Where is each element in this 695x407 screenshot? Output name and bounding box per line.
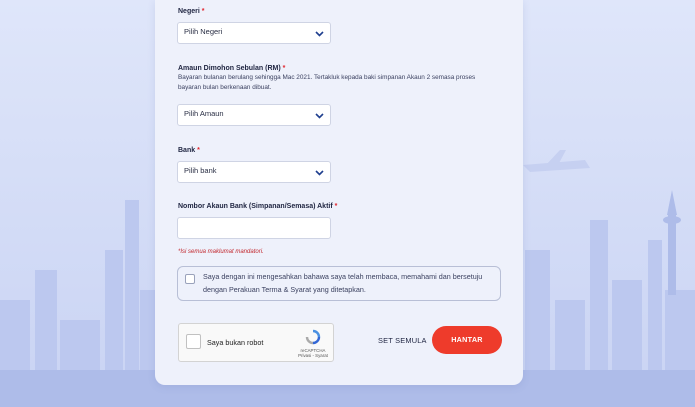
state-label: Negeri *: [178, 8, 205, 15]
amount-label: Amaun Dimohon Sebulan (RM) *: [178, 65, 286, 72]
terms-agreement-box: [177, 266, 501, 301]
recaptcha-brand: reCAPTCHA Privasi - Syarat: [298, 348, 328, 358]
state-select-value: Pilih Negeri: [184, 27, 223, 36]
bank-select-value: Pilih bank: [184, 166, 217, 175]
reset-button[interactable]: SET SEMULA: [378, 336, 427, 345]
bank-label: Bank *: [178, 147, 200, 154]
account-number-label: Nombor Akaun Bank (Simpanan/Semasa) Aktif *: [178, 203, 338, 210]
chevron-down-icon: [315, 113, 324, 119]
recaptcha-widget: [178, 323, 334, 362]
chevron-down-icon: [315, 170, 324, 176]
recaptcha-logo-icon: [305, 329, 321, 345]
amount-select[interactable]: [177, 104, 331, 126]
mandatory-note: *Isi semua maklumat mandatori.: [178, 249, 264, 255]
account-number-input[interactable]: [177, 217, 331, 239]
terms-text: Saya dengan ini mengesahkan bahawa saya telah membaca, memahami dan bersetuju dengan Perakuan Terma & Syarat yang ditetapkan.: [203, 272, 483, 294]
amount-help-text: Bayaran bulanan berulang sehingga Mac 2021. Tertakluk kepada baki simpanan Akaun 2 semasa proses bayaran bulan berkenaan dibuat.: [178, 74, 476, 91]
state-select[interactable]: [177, 22, 331, 44]
amount-select-value: Pilih Amaun: [184, 109, 224, 118]
chevron-down-icon: [315, 31, 324, 37]
submit-button[interactable]: HANTAR: [432, 326, 502, 354]
terms-checkbox[interactable]: [185, 274, 195, 284]
bank-select[interactable]: [177, 161, 331, 183]
captcha-checkbox[interactable]: [186, 334, 201, 349]
captcha-label: Saya bukan robot: [207, 338, 264, 347]
